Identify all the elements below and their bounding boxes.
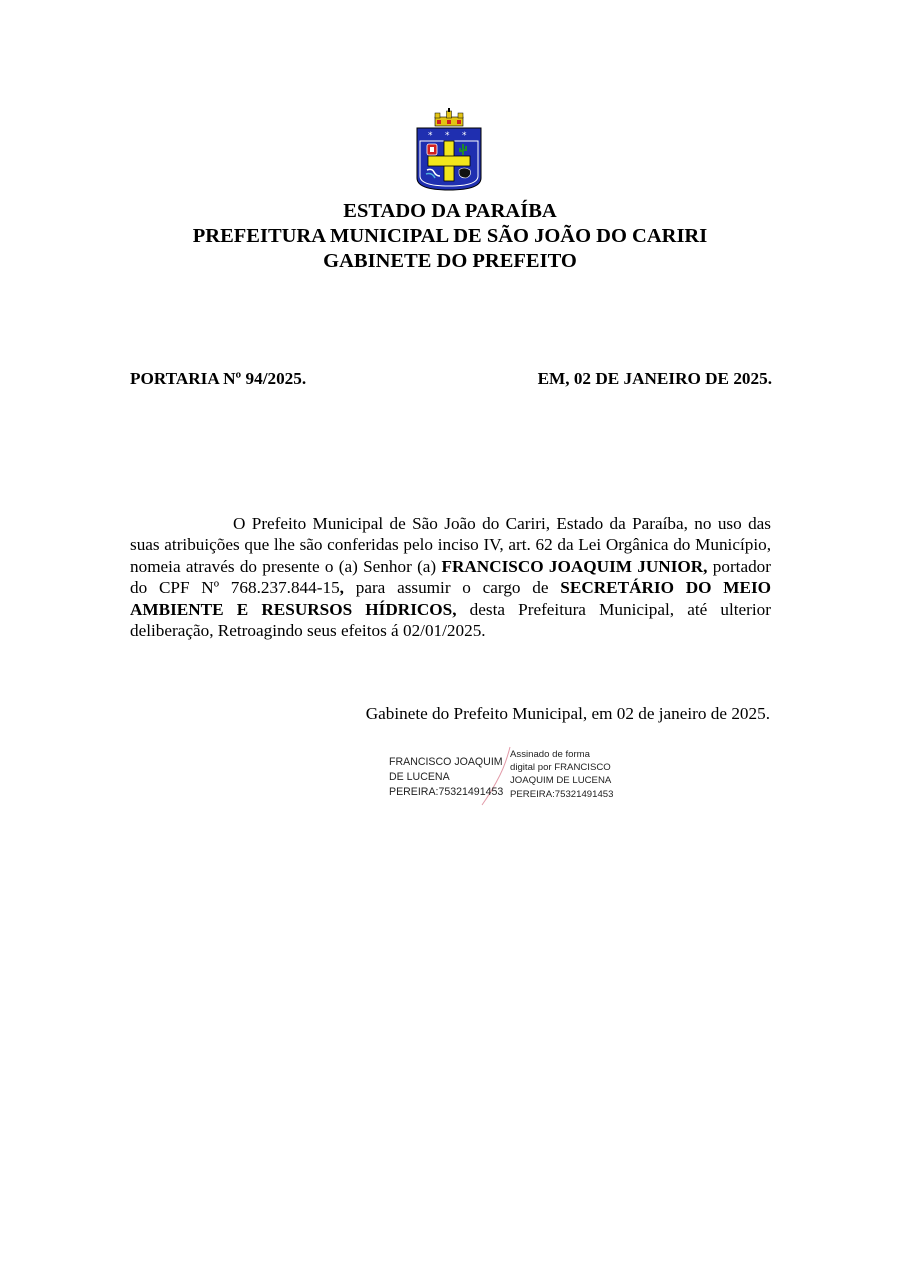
svg-text:*: * bbox=[462, 131, 467, 141]
document-header bbox=[0, 199, 900, 274]
body-part-1: O Prefeito Municipal de São João do Cariri, Estado da Paraíba, no uso das suas atribuições que lhe são conferidas pelo inciso IV, art. 62 da Lei Orgânica do Município, nomeia através do presente o (a) Senhor (a) bbox=[130, 514, 771, 576]
header-state: ESTADO DA PARAÍBA bbox=[343, 200, 557, 222]
sig-left-line: FRANCISCO JOAQUIM bbox=[389, 756, 503, 768]
crown-icon bbox=[435, 108, 463, 126]
body-part-3: para assumir o cargo de bbox=[343, 578, 561, 598]
body-part-4: desta Prefeitura Municipal, até ulterior deliberação, Retroagindo seus efeitos á 02/01/2025. bbox=[130, 599, 771, 641]
header-office: GABINETE DO PREFEITO bbox=[323, 250, 577, 272]
header-municipality: PREFEITURA MUNICIPAL DE SÃO JOÃO DO CARIRI bbox=[192, 225, 708, 247]
sig-right-line: Assinado de forma bbox=[510, 749, 590, 760]
digital-signature-name bbox=[389, 755, 503, 800]
closing-line: Gabinete do Prefeito Municipal, em 02 de janeiro de 2025. bbox=[365, 704, 770, 723]
sig-left-line: DE LUCENA bbox=[389, 771, 450, 783]
portaria-date: EM, 02 DE JANEIRO DE 2025. bbox=[537, 369, 772, 388]
portaria-line bbox=[130, 369, 772, 391]
body-paragraph bbox=[130, 513, 771, 641]
sig-left-line: PEREIRA:75321491453 bbox=[389, 786, 504, 798]
body-part-2: portador do CPF Nº 768.237.844-15 bbox=[130, 556, 771, 598]
municipal-coat-of-arms-icon bbox=[414, 108, 484, 194]
svg-text:*: * bbox=[445, 131, 450, 141]
body-comma: , bbox=[339, 578, 344, 598]
svg-text:*: * bbox=[428, 131, 433, 141]
sig-right-line: JOAQUIM DE LUCENA bbox=[510, 775, 612, 787]
appointed-role: SECRETÁRIO DO MEIO AMBIENTE E RESURSOS HÍDRICOS, bbox=[130, 578, 772, 619]
sig-right-line: PEREIRA:75321491453 bbox=[510, 788, 614, 800]
portaria-number: PORTARIA Nº 94/2025. bbox=[130, 369, 307, 388]
appointee-name: FRANCISCO JOAQUIM JUNIOR, bbox=[441, 556, 708, 576]
sig-right-line: digital por FRANCISCO bbox=[510, 762, 611, 774]
digital-signature-note bbox=[510, 748, 613, 801]
